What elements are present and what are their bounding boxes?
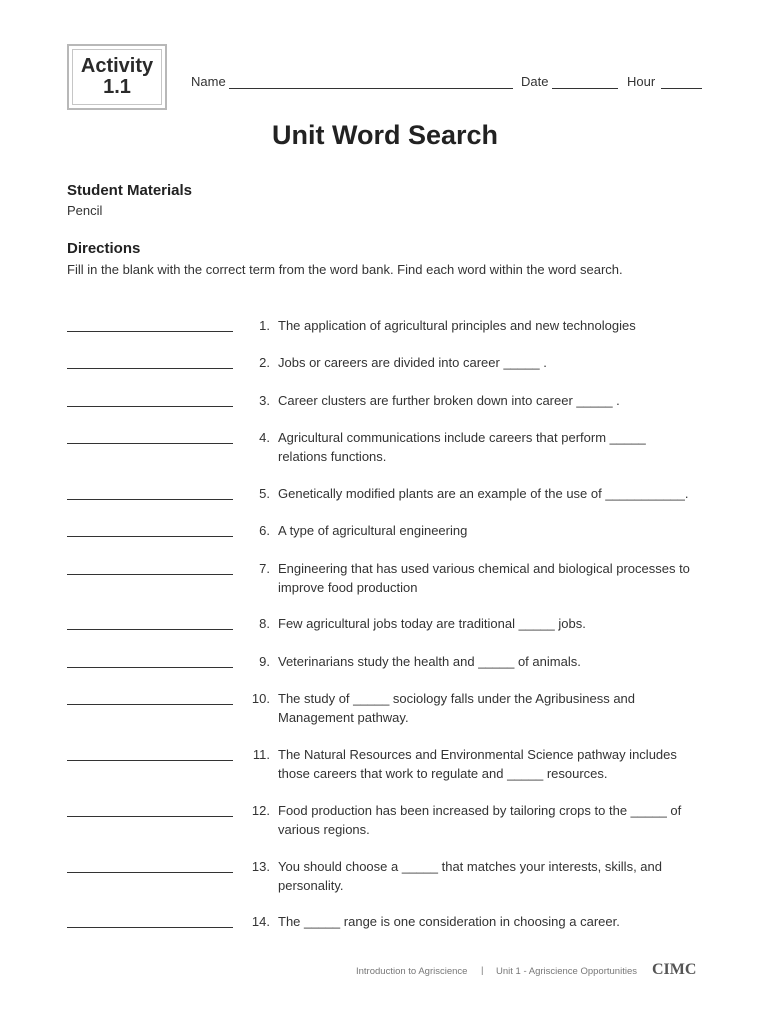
question-text [278, 484, 698, 503]
answer-blank[interactable] [67, 872, 233, 873]
answer-blank[interactable] [67, 574, 233, 575]
materials-heading: Student Materials [67, 182, 193, 199]
question-text-line: various regions. [278, 822, 370, 837]
question-number: 12. [251, 803, 270, 818]
question-text [278, 801, 698, 839]
activity-badge [67, 44, 167, 110]
question-text-line: Management pathway. [278, 710, 409, 725]
question-number: 1. [259, 318, 270, 333]
question-text-line: The _____ range is one consideration in choosing a career. [278, 914, 620, 929]
question-number: 13. [251, 859, 270, 874]
question-number: 9. [259, 654, 270, 669]
question-text-line: A type of agricultural engineering [278, 523, 468, 538]
question-text-line: Genetically modified plants are an example of the use of ___________. [278, 486, 689, 501]
question-text-line: The Natural Resources and Environmental Science pathway includes [278, 747, 677, 762]
footer-separator: | [481, 965, 484, 976]
footer-unit: Unit 1 - Agriscience Opportunities [496, 966, 637, 977]
question-text [278, 614, 698, 633]
question-text-line: those careers that work to regulate and _____ resources. [278, 766, 608, 781]
header-fields [191, 74, 703, 92]
hour-label: Hour [627, 74, 656, 89]
question-number: 11. [252, 747, 270, 762]
name-label: Name [191, 74, 226, 89]
question-number: 2. [259, 355, 270, 370]
question-text [278, 652, 698, 671]
question-number: 7. [259, 561, 270, 576]
question-number: 4. [259, 430, 270, 445]
question-text-line: relations functions. [278, 449, 387, 464]
question-text-line: The application of agricultural principles and new technologies [278, 318, 636, 333]
question-text-line: Agricultural communications include careers that perform _____ [278, 430, 646, 445]
question-text [278, 559, 698, 597]
question-text-line: Engineering that has used various chemical and biological processes to [278, 561, 690, 576]
question-text [278, 745, 698, 783]
answer-blank[interactable] [67, 760, 233, 761]
question-text-line: improve food production [278, 580, 418, 595]
question-number: 3. [259, 393, 270, 408]
question-text-line: The study of _____ sociology falls under the Agribusiness and [278, 691, 636, 706]
question-number: 10. [251, 691, 270, 706]
date-field[interactable] [552, 88, 618, 89]
activity-number: 1.1 [103, 76, 131, 98]
answer-blank[interactable] [67, 368, 233, 369]
answer-blank[interactable] [67, 536, 233, 537]
page-title: Unit Word Search [271, 120, 499, 150]
answer-blank[interactable] [67, 629, 233, 630]
question-text [278, 689, 698, 727]
answer-blank[interactable] [67, 443, 233, 444]
question-text [278, 857, 698, 895]
question-text-line: Jobs or careers are divided into career _____ . [278, 355, 547, 370]
page-footer [356, 961, 716, 981]
question-text [278, 428, 698, 466]
answer-blank[interactable] [67, 816, 233, 817]
name-field[interactable] [229, 88, 513, 89]
question-text-line: personality. [278, 878, 344, 893]
question-number: 5. [259, 486, 270, 501]
question-text [278, 316, 698, 335]
date-label: Date [521, 74, 549, 89]
answer-blank[interactable] [67, 499, 233, 500]
question-text-line: Career clusters are further broken down into career _____ . [278, 393, 620, 408]
question-text-line: Food production has been increased by tailoring crops to the _____ of [278, 803, 682, 818]
activity-label: Activity [80, 55, 154, 77]
question-number: 14. [251, 914, 270, 929]
question-text-line: Veterinarians study the health and _____ of animals. [278, 654, 581, 669]
question-text-line: Few agricultural jobs today are traditional _____ jobs. [278, 616, 586, 631]
question-text [278, 912, 698, 931]
materials-text: Pencil [67, 203, 103, 218]
hour-field[interactable] [661, 88, 702, 89]
question-number: 8. [259, 616, 270, 631]
question-text [278, 353, 698, 372]
question-text [278, 521, 698, 540]
activity-badge-inner [72, 49, 162, 105]
directions-text: Fill in the blank with the correct term from the word bank. Find each word within the word search. [67, 262, 623, 277]
question-text-line: You should choose a _____ that matches your interests, skills, and [278, 859, 662, 874]
question-number: 6. [259, 523, 270, 538]
answer-blank[interactable] [67, 704, 233, 705]
answer-blank[interactable] [67, 667, 233, 668]
cimc-logo: CIMC [652, 961, 697, 978]
directions-heading: Directions [67, 240, 141, 257]
footer-course: Introduction to Agriscience [356, 966, 468, 977]
question-text [278, 391, 698, 410]
answer-blank[interactable] [67, 406, 233, 407]
answer-blank[interactable] [67, 331, 233, 332]
answer-blank[interactable] [67, 927, 233, 928]
